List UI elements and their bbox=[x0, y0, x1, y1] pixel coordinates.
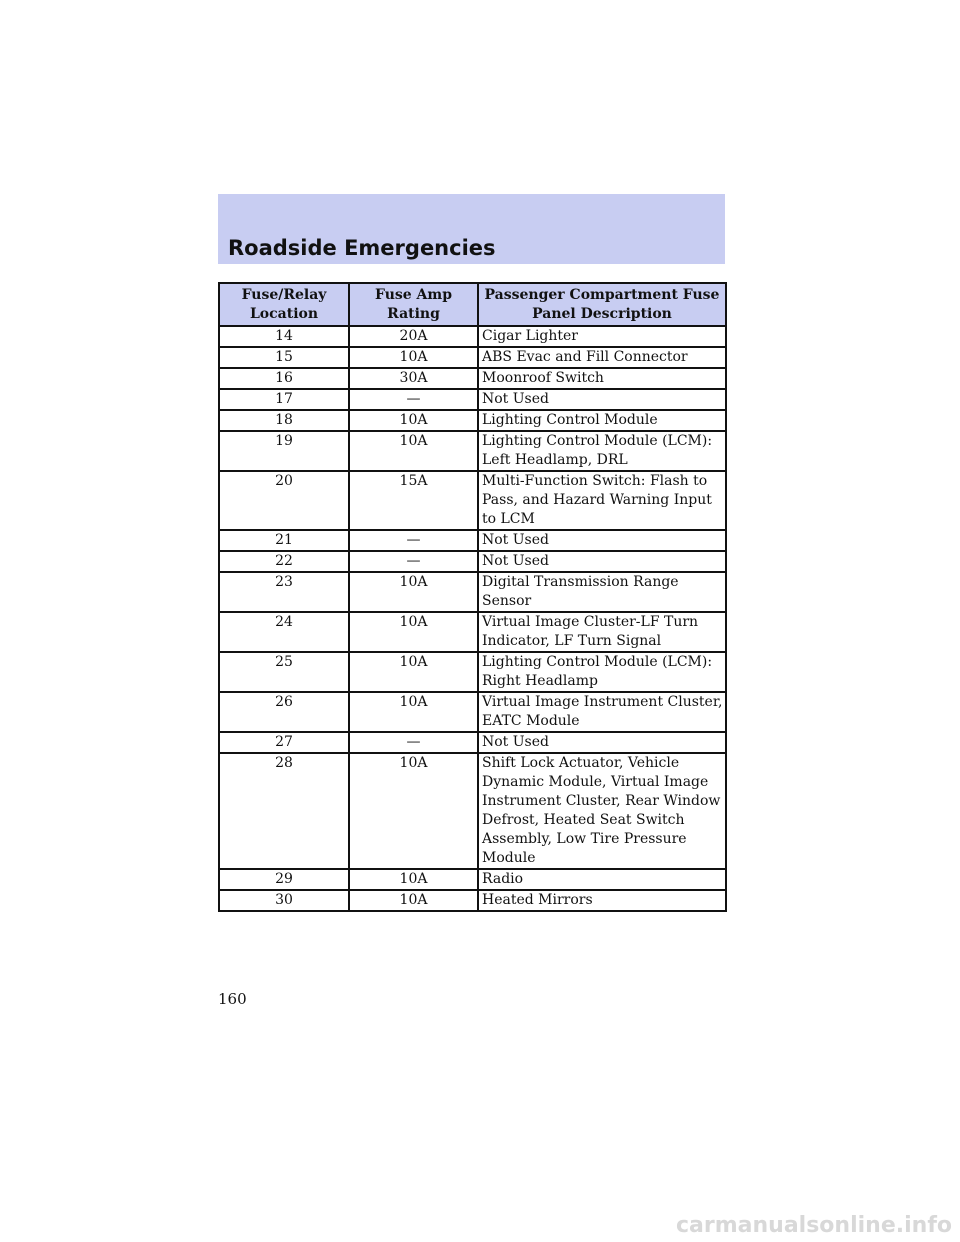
fuse-description-cell: Lighting Control Module (LCM): Left Headlamp, DRL bbox=[478, 431, 726, 471]
fuse-rating-cell: — bbox=[349, 389, 478, 410]
fuse-location-cell: 15 bbox=[219, 347, 349, 368]
fuse-rating-cell: 30A bbox=[349, 368, 478, 389]
fuse-rating-cell: 10A bbox=[349, 692, 478, 732]
fuse-rating-cell: 10A bbox=[349, 572, 478, 612]
fuse-location-cell: 14 bbox=[219, 326, 349, 347]
table-row bbox=[219, 652, 726, 692]
fuse-location-cell: 30 bbox=[219, 890, 349, 911]
fuse-location-cell: 18 bbox=[219, 410, 349, 431]
fuse-description-cell: ABS Evac and Fill Connector bbox=[478, 347, 726, 368]
fuse-description-cell: Heated Mirrors bbox=[478, 890, 726, 911]
page-number: 160 bbox=[218, 990, 247, 1008]
fuse-description-cell: Not Used bbox=[478, 530, 726, 551]
fuse-rating-cell: — bbox=[349, 551, 478, 572]
table-row bbox=[219, 410, 726, 431]
fuse-rating-cell: 10A bbox=[349, 890, 478, 911]
fuse-location-cell: 26 bbox=[219, 692, 349, 732]
fuse-description-cell: Radio bbox=[478, 869, 726, 890]
table-header-row bbox=[219, 283, 726, 326]
table-row bbox=[219, 692, 726, 732]
table-row bbox=[219, 732, 726, 753]
column-header-rating: Fuse Amp Rating bbox=[349, 283, 478, 326]
fuse-description-cell: Multi-Function Switch: Flash to Pass, and Hazard Warning Input to LCM bbox=[478, 471, 726, 530]
fuse-location-cell: 22 bbox=[219, 551, 349, 572]
fuse-description-cell: Cigar Lighter bbox=[478, 326, 726, 347]
table-row bbox=[219, 612, 726, 652]
fuse-description-cell: Digital Transmission Range Sensor bbox=[478, 572, 726, 612]
fuse-rating-cell: — bbox=[349, 530, 478, 551]
table-row bbox=[219, 890, 726, 911]
fuse-rating-cell: 15A bbox=[349, 471, 478, 530]
table-row bbox=[219, 530, 726, 551]
column-header-location: Fuse/Relay Location bbox=[219, 283, 349, 326]
fuse-description-cell: Lighting Control Module bbox=[478, 410, 726, 431]
fuse-rating-cell: 10A bbox=[349, 869, 478, 890]
fuse-location-cell: 29 bbox=[219, 869, 349, 890]
fuse-description-cell: Not Used bbox=[478, 389, 726, 410]
fuse-rating-cell: 10A bbox=[349, 753, 478, 869]
table-row bbox=[219, 551, 726, 572]
fuse-rating-cell: 20A bbox=[349, 326, 478, 347]
fuse-location-cell: 25 bbox=[219, 652, 349, 692]
fuse-location-cell: 20 bbox=[219, 471, 349, 530]
table-row bbox=[219, 326, 726, 347]
fuse-location-cell: 28 bbox=[219, 753, 349, 869]
table-row bbox=[219, 471, 726, 530]
fuse-rating-cell: 10A bbox=[349, 431, 478, 471]
section-header-band bbox=[218, 194, 725, 264]
table-row bbox=[219, 869, 726, 890]
table-row bbox=[219, 368, 726, 389]
table-row bbox=[219, 347, 726, 368]
table-row bbox=[219, 431, 726, 471]
table-row bbox=[219, 753, 726, 869]
fuse-location-cell: 27 bbox=[219, 732, 349, 753]
fuse-location-cell: 23 bbox=[219, 572, 349, 612]
fuse-description-cell: Shift Lock Actuator, Vehicle Dynamic Module, Virtual Image Instrument Cluster, Rear Window Defrost, Heated Seat Switch Assembly, Low Tire Pressure Module bbox=[478, 753, 726, 869]
fuse-description-cell: Virtual Image Cluster-LF Turn Indicator, LF Turn Signal bbox=[478, 612, 726, 652]
table-row bbox=[219, 572, 726, 612]
table-body bbox=[219, 326, 726, 911]
fuse-description-cell: Not Used bbox=[478, 551, 726, 572]
fuse-location-cell: 24 bbox=[219, 612, 349, 652]
fuse-description-cell: Virtual Image Instrument Cluster, EATC Module bbox=[478, 692, 726, 732]
watermark: carmanualsonline.info bbox=[676, 1213, 952, 1238]
fuse-location-cell: 17 bbox=[219, 389, 349, 410]
section-title: Roadside Emergencies bbox=[228, 236, 496, 260]
fuse-rating-cell: 10A bbox=[349, 612, 478, 652]
fuse-rating-cell: 10A bbox=[349, 347, 478, 368]
fuse-description-cell: Moonroof Switch bbox=[478, 368, 726, 389]
fuse-rating-cell: — bbox=[349, 732, 478, 753]
table-row bbox=[219, 389, 726, 410]
fuse-description-cell: Lighting Control Module (LCM): Right Headlamp bbox=[478, 652, 726, 692]
fuse-rating-cell: 10A bbox=[349, 410, 478, 431]
fuse-location-cell: 21 bbox=[219, 530, 349, 551]
fuse-location-cell: 16 bbox=[219, 368, 349, 389]
fuse-table bbox=[218, 282, 727, 912]
column-header-description: Passenger Compartment Fuse Panel Description bbox=[478, 283, 726, 326]
fuse-description-cell: Not Used bbox=[478, 732, 726, 753]
fuse-location-cell: 19 bbox=[219, 431, 349, 471]
fuse-rating-cell: 10A bbox=[349, 652, 478, 692]
